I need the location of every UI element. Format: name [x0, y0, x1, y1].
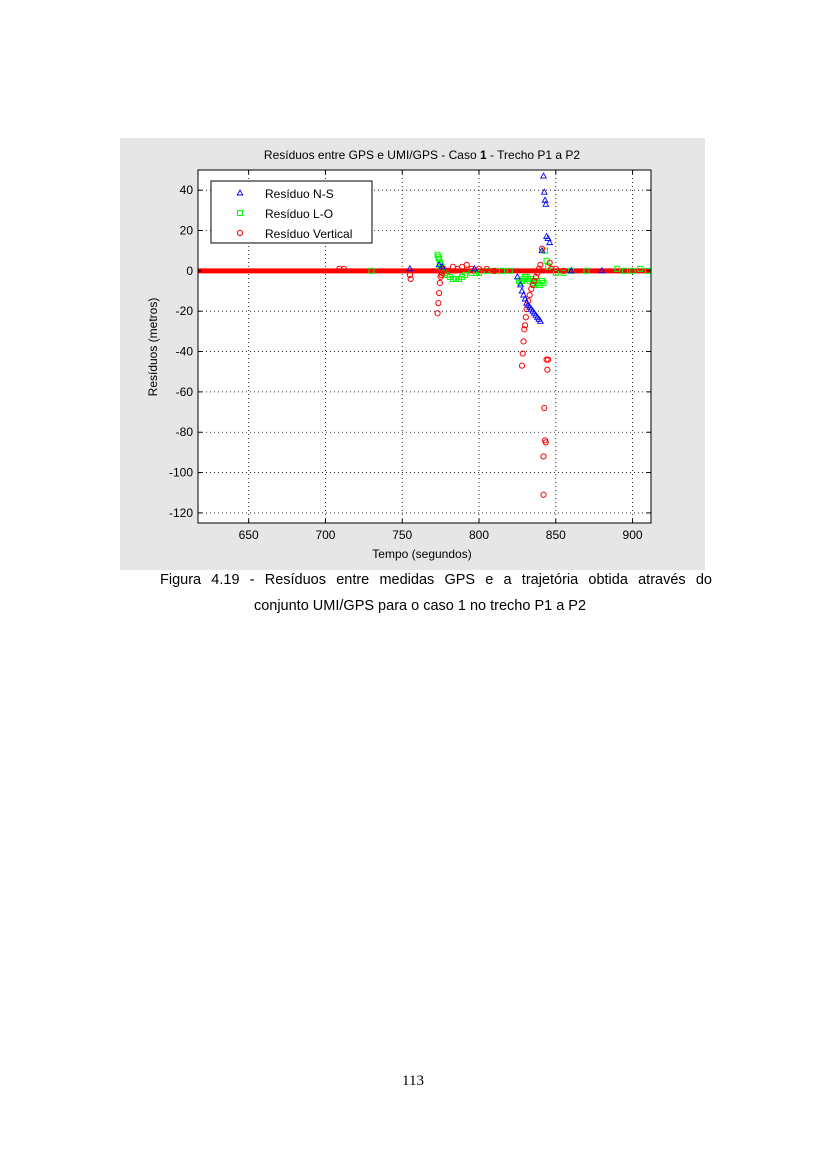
y-tick-label: -120	[168, 505, 193, 520]
figure-caption-line-1: Figura 4.19 - Resíduos entre medidas GPS e a trajetória obtida através do	[160, 572, 712, 588]
y-tick-label: 40	[179, 183, 193, 198]
y-tick-label: -40	[175, 344, 193, 359]
x-tick-label: 700	[315, 528, 336, 542]
residuals-chart	[120, 138, 705, 570]
y-tick-label: -80	[175, 425, 193, 440]
figure-caption-line-2: conjunto UMI/GPS para o caso 1 no trecho P1 a P2	[253, 598, 587, 614]
page-number: 113	[402, 1073, 424, 1089]
x-tick-label: 750	[392, 528, 413, 542]
x-axis-label: Tempo (segundos)	[372, 547, 472, 561]
legend-label: Resíduo N-S	[265, 187, 334, 201]
chart-title-bold: 1	[480, 148, 487, 162]
x-tick-label: 850	[545, 528, 566, 542]
y-tick-label: -100	[168, 465, 193, 480]
legend	[211, 181, 372, 243]
y-tick-label: 0	[186, 263, 193, 278]
y-tick-label: 20	[179, 223, 193, 238]
chart-title	[264, 148, 580, 162]
y-axis-label: Resíduos (metros)	[146, 297, 160, 397]
legend-label: Resíduo L-O	[265, 207, 334, 221]
x-tick-label: 900	[622, 528, 643, 542]
chart-title-suffix: - Trecho P1 a P2	[486, 148, 581, 162]
x-tick-label: 650	[238, 528, 259, 542]
y-tick-label: -60	[175, 384, 193, 399]
chart-figure	[120, 138, 705, 570]
legend-label: Resíduo Vertical	[265, 227, 353, 241]
chart-title-prefix: Resíduos entre GPS e UMI/GPS - Caso	[263, 148, 481, 162]
x-tick-label: 800	[468, 528, 490, 542]
y-tick-label: -20	[175, 304, 193, 319]
